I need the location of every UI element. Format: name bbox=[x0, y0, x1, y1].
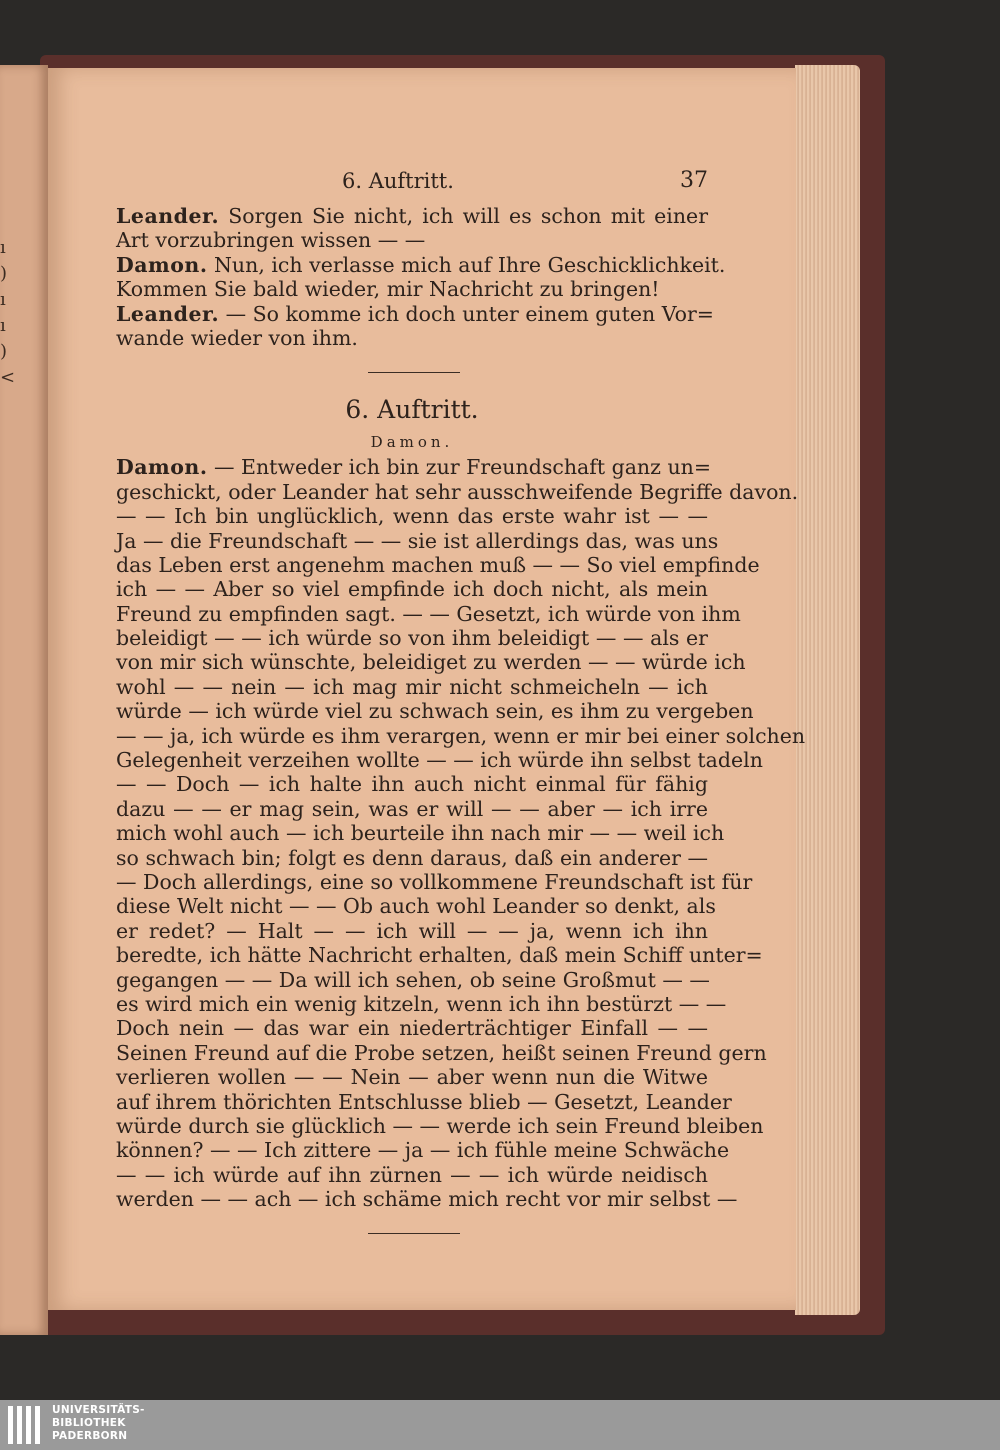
line-text: mich wohl auch — ich beurteile ihn nach mir — — weil ich bbox=[116, 821, 725, 846]
left-page-glyph: ı bbox=[0, 237, 6, 258]
left-facing-page bbox=[0, 65, 48, 1335]
text-line bbox=[116, 1163, 708, 1187]
text-line bbox=[116, 675, 708, 699]
text-line bbox=[116, 577, 708, 601]
left-page-glyph: ı bbox=[0, 289, 6, 310]
line-text: Freund zu empfinden sagt. — — Gesetzt, ich würde von ihm bbox=[116, 601, 741, 626]
text-line bbox=[116, 821, 725, 846]
left-page-text-fragments bbox=[0, 235, 14, 391]
end-divider-rule bbox=[368, 1233, 460, 1234]
text-line bbox=[116, 1016, 708, 1040]
line-text: — — Doch — ich halte ihn auch nicht einmal für fähig bbox=[116, 772, 708, 797]
scene-persons: Damon. bbox=[370, 433, 454, 452]
text-line bbox=[116, 277, 708, 301]
speaker-name: Leander. bbox=[116, 204, 220, 228]
line-text: Kommen Sie bald wieder, mir Nachricht zu bringen! bbox=[116, 277, 660, 302]
left-page-glyph: ) bbox=[0, 341, 8, 362]
line-text: Nun, ich verlasse mich auf Ihre Geschicklichkeit. bbox=[207, 252, 726, 277]
text-line bbox=[116, 552, 760, 577]
scene-divider-rule bbox=[368, 372, 460, 373]
page-block-edge bbox=[795, 65, 860, 1315]
text-line bbox=[116, 869, 753, 894]
text-line bbox=[116, 326, 708, 350]
line-text: — — ich würde auf ihn zürnen — — ich würde neidisch bbox=[116, 1162, 708, 1187]
text-line bbox=[116, 528, 719, 553]
page-number: 37 bbox=[680, 168, 708, 193]
scene-title: 6. Auftritt. bbox=[345, 395, 479, 425]
line-text: — Entweder ich bin zur Freundschaft ganz un= bbox=[207, 455, 712, 480]
line-text: würde — ich würde viel zu schwach sein, es ihm zu vergeben bbox=[116, 699, 754, 724]
line-text: ich — — Aber so viel empfinde ich doch nicht, als mein bbox=[116, 577, 708, 602]
line-text: er redet? — Halt — — ich will — — ja, wenn ich ihn bbox=[116, 918, 708, 943]
library-footer-bar bbox=[0, 1400, 1000, 1450]
running-head bbox=[116, 166, 708, 196]
line-text: diese Welt nicht — — Ob auch wohl Leander so denkt, als bbox=[116, 894, 716, 919]
text-line bbox=[116, 968, 708, 992]
running-head-title: 6. Auftritt. bbox=[342, 169, 454, 193]
line-text: — — Ich bin unglücklich, wenn das erste wahr ist — — bbox=[116, 504, 708, 529]
dialogue-block-monologue bbox=[116, 455, 806, 1212]
line-text: würde durch sie glücklich — — werde ich sein Freund bleiben bbox=[116, 1113, 764, 1138]
text-line bbox=[116, 991, 727, 1016]
text-line bbox=[116, 1089, 732, 1114]
text-line bbox=[116, 1138, 730, 1163]
left-page-glyph: < bbox=[0, 367, 16, 388]
line-text: können? — — Ich zittere — ja — ich fühle meine Schwäche bbox=[116, 1138, 730, 1163]
library-name-line: UNIVERSITÄTS- bbox=[52, 1404, 145, 1416]
line-text: Seinen Freund auf die Probe setzen, heißt seinen Freund gern bbox=[116, 1040, 767, 1065]
line-text: werden — — ach — ich schäme mich recht vor mir selbst — bbox=[116, 1187, 738, 1212]
line-text: von mir sich wünschte, beleidiget zu werden — — würde ich bbox=[116, 650, 746, 675]
line-text: Ja — die Freundschaft — — sie ist allerdings das, was uns bbox=[116, 528, 719, 553]
text-line bbox=[116, 252, 726, 277]
line-text: wohl — — nein — ich mag mir nicht schmeicheln — ich bbox=[116, 674, 708, 699]
line-text: dazu — — er mag sein, was er will — — aber — ich irre bbox=[116, 796, 708, 821]
line-text: das Leben erst angenehm machen muß — — So viel empfinde bbox=[116, 552, 760, 577]
text-line bbox=[116, 1187, 738, 1212]
left-page-glyph: ) bbox=[0, 263, 8, 284]
left-page-glyph: ı bbox=[0, 315, 6, 336]
line-text: — — ja, ich würde es ihm verargen, wenn er mir bei einer solchen bbox=[116, 723, 806, 748]
line-text: beleidigt — — ich würde so von ihm beleidigt — — als er bbox=[116, 626, 708, 651]
line-text: gegangen — — Da will ich sehen, ob seine Großmut — — bbox=[116, 967, 710, 992]
text-line bbox=[116, 479, 799, 504]
line-text: Art vorzubringen wissen — — bbox=[116, 228, 426, 253]
text-line bbox=[116, 943, 763, 968]
line-text: es wird mich ein wenig kitzeln, wenn ich ihn bestürzt — — bbox=[116, 991, 727, 1016]
text-line bbox=[116, 723, 806, 748]
text-line bbox=[116, 1040, 767, 1065]
line-text: geschickt, oder Leander hat sehr ausschweifende Begriffe davon. bbox=[116, 479, 799, 504]
text-line bbox=[116, 504, 708, 528]
text-line bbox=[116, 919, 708, 943]
text-line bbox=[116, 772, 708, 796]
speaker-name: Damon. bbox=[116, 455, 208, 480]
text-line bbox=[116, 228, 708, 252]
text-line bbox=[116, 1113, 764, 1138]
library-logo-icon bbox=[8, 1406, 46, 1446]
book-page bbox=[48, 68, 806, 1310]
line-text: Gelegenheit verzeihen wollte — — ich würde ihn selbst tadeln bbox=[116, 748, 763, 773]
text-line bbox=[116, 797, 708, 821]
text-line bbox=[116, 699, 754, 724]
line-text: beredte, ich hätte Nachricht erhalten, daß mein Schiff unter= bbox=[116, 943, 763, 968]
text-line bbox=[116, 204, 708, 228]
library-name-line: BIBLIOTHEK bbox=[52, 1417, 126, 1429]
text-line bbox=[116, 650, 746, 675]
line-text: auf ihrem thörichten Entschlusse blieb — Gesetzt, Leander bbox=[116, 1089, 732, 1114]
speaker-name: Leander. bbox=[116, 301, 220, 326]
text-line bbox=[116, 748, 763, 773]
text-line bbox=[116, 301, 714, 326]
text-line bbox=[116, 846, 708, 870]
library-name bbox=[52, 1404, 145, 1443]
line-text: — So komme ich doch unter einem guten Vor= bbox=[219, 301, 714, 326]
dialogue-block-previous-scene bbox=[116, 204, 726, 350]
text-line bbox=[116, 601, 741, 626]
text-line bbox=[116, 626, 708, 650]
line-text: Sorgen Sie nicht, ich will es schon mit einer bbox=[219, 204, 708, 228]
library-name-line: PADERBORN bbox=[52, 1430, 128, 1442]
line-text: wande wieder von ihm. bbox=[116, 325, 358, 350]
line-text: so schwach bin; folgt es denn daraus, daß ein anderer — bbox=[116, 845, 708, 870]
speaker-name: Damon. bbox=[116, 252, 208, 277]
text-line bbox=[116, 455, 712, 480]
text-line bbox=[116, 894, 716, 919]
text-line bbox=[116, 1065, 708, 1089]
line-text: verlieren wollen — — Nein — aber wenn nun die Witwe bbox=[116, 1065, 708, 1090]
line-text: Doch nein — das war ein niederträchtiger Einfall — — bbox=[116, 1016, 708, 1041]
page-content bbox=[116, 166, 806, 1234]
line-text: — Doch allerdings, eine so vollkommene Freundschaft ist für bbox=[116, 869, 753, 894]
